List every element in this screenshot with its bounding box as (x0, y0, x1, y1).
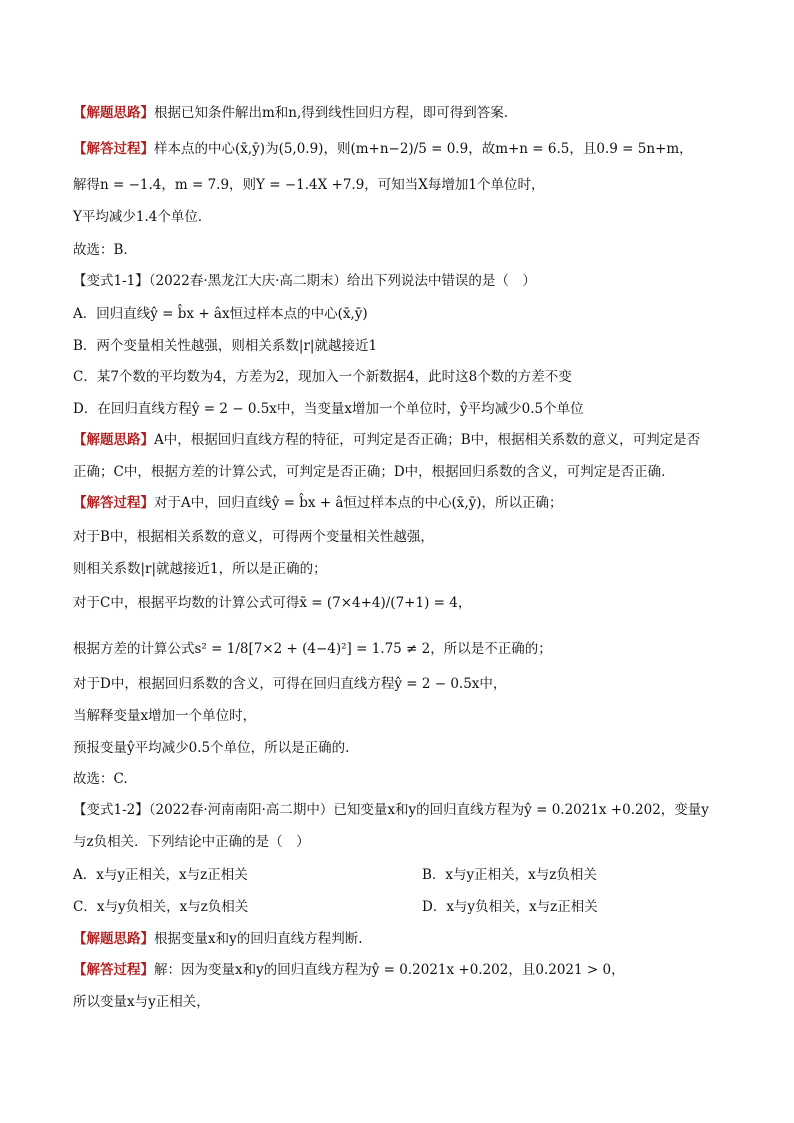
process-text: 解：因为变量x和y的回归直线方程为ŷ = 0.2021x +0.202，且0.2021 > 0， (154, 962, 625, 978)
option-c: C．某7个数的平均数为4，方差为2，现加入一个新数据4，此时这8个数的方差不变 (73, 369, 572, 385)
option-row (73, 897, 598, 917)
process-tag: 【解答过程】 (73, 495, 154, 511)
thinking-line: 正确；C中，根据方差的计算公式，可判定是否正确；D中，根据回归系数的含义，可判定是否正确. (73, 464, 666, 480)
question-header: 【变式1-1】（2022春·黑龙江大庆·高二期末）给出下列说法中错误的是（ ） (73, 273, 536, 289)
thinking-tag: 【解题思路】 (73, 931, 154, 947)
option-row (73, 865, 597, 885)
thinking-line (73, 929, 363, 949)
answer-choice: 故选：B． (73, 242, 137, 258)
process-text: 样本点的中心(x̄,ȳ)为(5,0.9)，则(m+n−2)/5 = 0.9，故m+n = 6.5，且0.9 = 5n+m， (154, 141, 693, 157)
thinking-line (73, 430, 700, 450)
thinking-text: A中，根据回归直线方程的特征，可判定是否正确；B中，根据相关系数的意义，可判定是否 (154, 432, 701, 448)
process-line: 则相关系数|r|就越接近1，所以是正确的； (73, 561, 327, 577)
process-line: 对于D中，根据回归系数的含义，可得在回归直线方程ŷ = 2 − 0.5x中， (73, 676, 507, 692)
option-d: D．在回归直线方程ŷ = 2 − 0.5x中，当变量x增加一个单位时，ŷ平均减少0.5个单位 (73, 401, 584, 417)
process-line (73, 493, 563, 513)
process-line: 当解释变量x增加一个单位时， (73, 708, 257, 724)
question-header: 与z负相关．下列结论中正确的是（ ） (73, 834, 310, 850)
thinking-tag: 【解题思路】 (73, 105, 154, 121)
process-line: 对于C中，根据平均数的计算公式可得x̄ = (7×4+4)/(7+1) = 4， (73, 595, 472, 611)
thinking-line (73, 103, 508, 123)
process-tag: 【解答过程】 (73, 141, 154, 157)
option-b: B．x与y正相关，x与z负相关 (422, 867, 597, 883)
process-line: 根据方差的计算公式s² = 1/8[7×2 + (4−4)²] = 1.75 ≠ 2，所以是不正确的； (73, 641, 552, 657)
option-c: C．x与y负相关，x与z负相关 (73, 899, 249, 915)
process-line: 对于B中，根据相关系数的意义，可得两个变量相关性越强， (73, 529, 434, 545)
process-tag: 【解答过程】 (73, 962, 154, 978)
process-line: Y平均减少1.4个单位． (73, 209, 212, 225)
process-line: 解得n = −1.4，m = 7.9，则Y = −1.4X +7.9，可知当X每增加1个单位时， (73, 177, 545, 193)
process-line: 预报变量ŷ平均减少0.5个单位，所以是正确的. (73, 740, 350, 756)
question-header: 【变式1-2】（2022春·河南南阳·高二期中）已知变量x和y的回归直线方程为ŷ = 0.2021x +0.202，变量y (73, 802, 709, 818)
thinking-text: 根据已知条件解出m和n,得到线性回归方程，即可得到答案. (154, 105, 509, 121)
process-line: 所以变量x与y正相关， (73, 994, 210, 1010)
process-line (73, 960, 625, 980)
process-text: 对于A中，回归直线ŷ = b̂x + â恒过样本点的中心(x̄,ȳ)，所以正确； (154, 495, 563, 511)
answer-choice: 故选：C. (73, 771, 128, 787)
process-line (73, 139, 693, 159)
option-b: B．两个变量相关性越强，则相关系数|r|就越接近1 (73, 338, 378, 354)
option-d: D．x与y负相关，x与z正相关 (422, 899, 598, 915)
option-a: A．回归直线ŷ = b̂x + âx恒过样本点的中心(x̄,ȳ) (73, 306, 368, 322)
option-a: A．x与y正相关，x与z正相关 (73, 867, 248, 883)
thinking-tag: 【解题思路】 (73, 432, 154, 448)
thinking-text: 根据变量x和y的回归直线方程判断. (154, 931, 363, 947)
